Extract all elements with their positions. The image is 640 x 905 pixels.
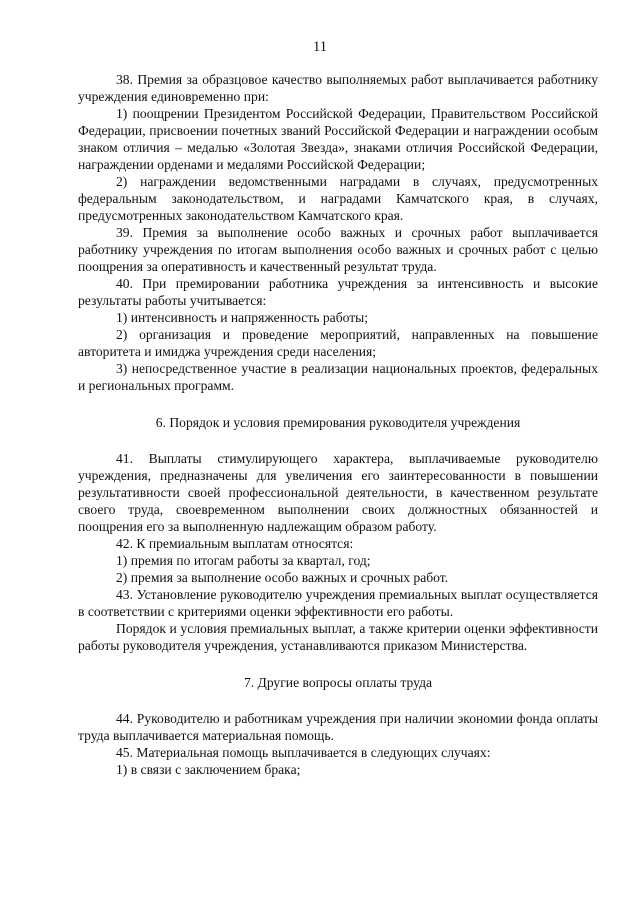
section-heading-7: 7. Другие вопросы оплаты труда xyxy=(243,675,433,690)
paragraph-42: 42. К премиальным выплатам относятся: xyxy=(116,536,354,551)
paragraph-40: 40. При премировании работника учреждения за интенсивность и высокие результаты работы учитывается: xyxy=(78,276,598,308)
section-heading-6: 6. Порядок и условия премирования руководителя учреждения xyxy=(155,415,521,430)
document-body xyxy=(78,71,598,778)
paragraph-38: 38. Премия за образцовое качество выполняемых работ выплачивается работнику учреждения единовременно при: xyxy=(78,72,598,104)
paragraph-42-item-2: 2) премия за выполнение особо важных и срочных работ. xyxy=(116,570,449,585)
paragraph-43-continued: Порядок и условия премиальных выплат, а также критерии оценки эффективности работы руководителя учреждения, устанавливаются приказом Министерства. xyxy=(78,621,598,653)
section-spacer xyxy=(78,691,598,710)
section-spacer xyxy=(78,431,598,450)
paragraph-44: 44. Руководителю и работникам учреждения при наличии экономии фонда оплаты труда выплачивается материальная помощь. xyxy=(78,711,598,743)
paragraph-40-item-1: 1) интенсивность и напряженность работы; xyxy=(116,310,369,325)
section-spacer xyxy=(78,394,598,414)
paragraph-41: 41. Выплаты стимулирующего характера, выплачиваемые руководителю учреждения, предназначены для увеличения его заинтересованности в повышении результативности своей профессиональной деятельности, в качественном результате своего труда, своевременном выполнении своих должностных обязанностей и поощрения его за выполненную надлежащим образом работу. xyxy=(78,451,598,534)
paragraph-40-item-3: 3) непосредственное участие в реализации национальных проектов, федеральных и региональных программ. xyxy=(78,361,598,393)
section-spacer xyxy=(78,654,598,674)
paragraph-42-item-1: 1) премия по итогам работы за квартал, год; xyxy=(116,553,371,568)
paragraph-40-item-2: 2) организация и проведение мероприятий, направленных на повышение авторитета и имиджа учреждения среди населения; xyxy=(78,327,598,359)
paragraph-39: 39. Премия за выполнение особо важных и срочных работ выплачивается работнику учреждения по итогам выполнения особо важных и срочных работ с целью поощрения за оперативность и качественный результат труда. xyxy=(78,225,598,274)
paragraph-38-item-1: 1) поощрении Президентом Российской Федерации, Правительством Российской Федерации, присвоении почетных званий Российской Федерации и награждении особым знаком отличия – медалью «Золотая Звезда», знаками отличия Российской Федерации, награждении орденами и медалями Российской Федерации; xyxy=(78,106,598,172)
page-number: 11 xyxy=(313,39,327,55)
paragraph-43: 43. Установление руководителю учреждения премиальных выплат осуществляется в соответствии с критериями оценки эффективности его работы. xyxy=(78,587,598,619)
paragraph-45: 45. Материальная помощь выплачивается в следующих случаях: xyxy=(116,745,491,760)
paragraph-45-item-1: 1) в связи с заключением брака; xyxy=(116,762,301,777)
paragraph-38-item-2: 2) награждении ведомственными наградами в случаях, предусмотренных федеральным законодательством, и наградами Камчатского края, в случаях, предусмотренных законодательством Камчатского края. xyxy=(78,174,598,223)
